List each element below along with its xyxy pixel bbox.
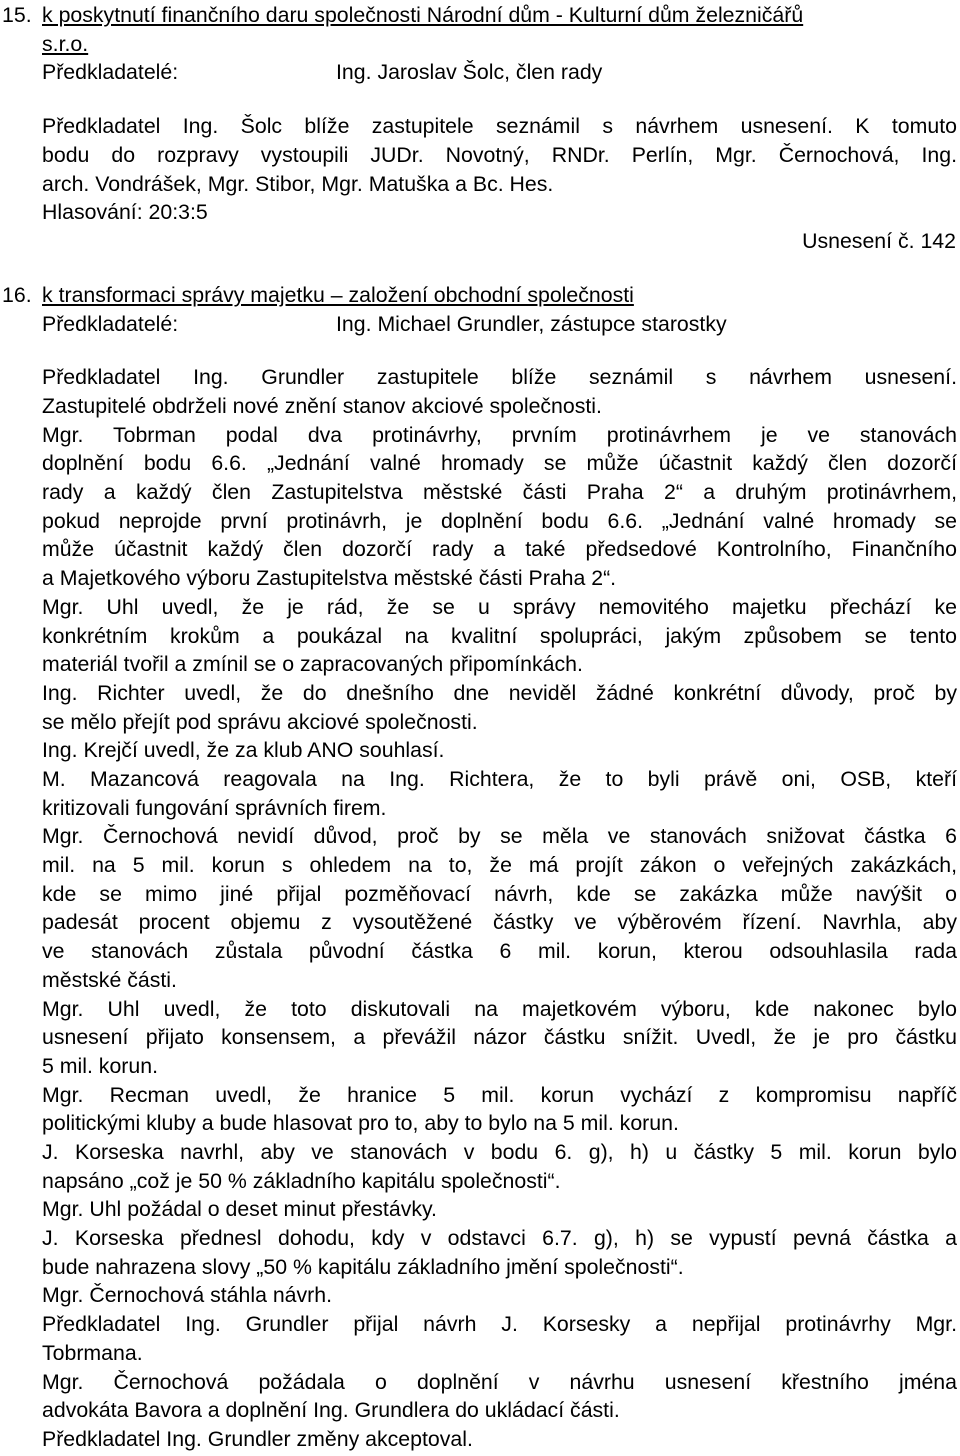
item-15-submitters-label: Předkladatelé: bbox=[42, 60, 179, 84]
item-16-text-line: pokud neprojde první protinávrh, je doplnění bodu 6.6. „Jednání valné hromady se bbox=[42, 509, 957, 533]
item-16-text-line: se mělo přejít pod správu akciové společnosti. bbox=[42, 710, 478, 734]
item-16-text-line: doplnění bodu 6.6. „Jednání valné hromady se může účastnit každý člen dozorčí bbox=[42, 451, 957, 475]
item-15-title-line-1: k poskytnutí finančního daru společnosti Národní dům - Kulturní dům železničářů bbox=[42, 3, 804, 27]
item-16-text-line: Mgr. Černochová stáhla návrh. bbox=[42, 1283, 333, 1307]
item-16-text-line: M. Mazancová reagovala na Ing. Richtera, že to byli právě oni, OSB, kteří bbox=[42, 767, 957, 791]
item-16-text-line: kde se mimo jiné přijal pozměňovací návrh, kde se zakázka může navýšit o bbox=[42, 882, 957, 906]
item-16-text-line: J. Korseska navrhl, aby ve stanovách v bodu 6. g), h) u částky 5 mil. korun bylo bbox=[42, 1140, 957, 1164]
item-16-title: k transformaci správy majetku – založení obchodní společnosti bbox=[42, 283, 634, 307]
item-16-text-line: bude nahrazena slovy „50 % kapitálu základního jmění společnosti“. bbox=[42, 1255, 684, 1279]
item-16-text-line: Mgr. Recman uvedl, že hranice 5 mil. korun vychází z kompromisu napříč bbox=[42, 1083, 957, 1107]
item-16-submitter: Ing. Michael Grundler, zástupce starostky bbox=[336, 312, 727, 336]
item-15-body-line: bodu do rozpravy vystoupili JUDr. Novotný, RNDr. Perlín, Mgr. Černochová, Ing. bbox=[42, 143, 957, 167]
item-16-text-line: kritizovali fungování správních firem. bbox=[42, 796, 387, 820]
item-16-text-line: Předkladatel Ing. Grundler změny akceptoval. bbox=[42, 1427, 473, 1451]
item-16-text-line: padesát procent objemu z vysoutěžené částky ve výběrovém řízení. Navrhla, aby bbox=[42, 910, 957, 934]
item-16-text-line: Zastupitelé obdrželi nové znění stanov akciové společnosti. bbox=[42, 394, 602, 418]
item-16-text-line: J. Korseska přednesl dohodu, kdy v odstavci 6.7. g), h) se vypustí pevná částka a bbox=[42, 1226, 957, 1250]
item-16-number: 16. bbox=[2, 283, 32, 307]
item-16-text-line: Mgr. Černochová požádala o doplnění v návrhu usnesení křestního jména bbox=[42, 1370, 957, 1394]
item-15-number: 15. bbox=[2, 3, 32, 27]
item-16-text-line: Tobrmana. bbox=[42, 1341, 143, 1365]
item-16-text-line: usnesení přijato konsensem, a převážil názor částku snížit. Uvedl, že je pro částku bbox=[42, 1025, 957, 1049]
item-16-text-line: politickými kluby a bude hlasovat pro to, aby to bylo na 5 mil. korun. bbox=[42, 1111, 679, 1135]
item-16-text-line: Mgr. Uhl uvedl, že toto diskutovali na majetkovém výboru, kde nakonec bylo bbox=[42, 997, 957, 1021]
item-16-text-line: Ing. Richter uvedl, že do dnešního dne neviděl žádné konkrétní důvody, proč by bbox=[42, 681, 957, 705]
item-16-submitters-label: Předkladatelé: bbox=[42, 312, 179, 336]
item-16-text-line: napsáno „což je 50 % základního kapitálu společnosti“. bbox=[42, 1169, 561, 1193]
item-16-text-line: advokáta Bavora a doplnění Ing. Grundlera do ukládací části. bbox=[42, 1398, 620, 1422]
item-15-vote: Hlasování: 20:3:5 bbox=[42, 200, 208, 224]
item-16-text-line: Mgr. Uhl požádal o deset minut přestávky. bbox=[42, 1197, 437, 1221]
item-16-text-line: 5 mil. korun. bbox=[42, 1054, 158, 1078]
item-15-submitter: Ing. Jaroslav Šolc, člen rady bbox=[336, 60, 603, 84]
item-16-text-line: a Majetkového výboru Zastupitelstva městské části Praha 2“. bbox=[42, 566, 617, 590]
item-16-text-line: konkrétním krokům a poukázal na kvalitní spolupráci, jakým způsobem se tento bbox=[42, 624, 957, 648]
item-16-text-line: Ing. Krejčí uvedl, že za klub ANO souhlasí. bbox=[42, 738, 445, 762]
item-15-body-line: Předkladatel Ing. Šolc blíže zastupitele seznámil s návrhem usnesení. K tomuto bbox=[42, 114, 957, 138]
item-16-text-line: Předkladatel Ing. Grundler zastupitele blíže seznámil s návrhem usnesení. bbox=[42, 365, 957, 389]
item-16-text-line: Předkladatel Ing. Grundler přijal návrh J. Korsesky a nepřijal protinávrhy Mgr. bbox=[42, 1312, 957, 1336]
item-16-text-line: mil. na 5 mil. korun s ohledem na to, že má projít zákon o veřejných zakázkách, bbox=[42, 853, 957, 877]
item-16-text-line: městské části. bbox=[42, 968, 177, 992]
item-15-title-line-2: s.r.o. bbox=[42, 32, 89, 56]
item-15-resolution: Usnesení č. 142 bbox=[802, 229, 956, 253]
item-16-text-line: může účastnit každý člen dozorčí rady a také předsedové Kontrolního, Finančního bbox=[42, 537, 957, 561]
item-16-text-line: materiál tvořil a zmínil se o zapracovaných připomínkách. bbox=[42, 652, 583, 676]
item-16-text-line: Mgr. Uhl uvedl, že je rád, že se u správy nemovitého majetku přechází ke bbox=[42, 595, 957, 619]
item-16-text-line: Mgr. Černochová nevidí důvod, proč by se měla ve stanovách snižovat částka 6 bbox=[42, 824, 957, 848]
item-15-body-line: arch. Vondrášek, Mgr. Stibor, Mgr. Matuška a Bc. Hes. bbox=[42, 172, 554, 196]
item-16-text-line: ve stanovách zůstala původní částka 6 mil. korun, kterou odsouhlasila rada bbox=[42, 939, 957, 963]
item-16-text-line: Mgr. Tobrman podal dva protinávrhy, prvním protinávrhem je ve stanovách bbox=[42, 423, 957, 447]
item-16-text-line: rady a každý člen Zastupitelstva městské části Praha 2“ a druhým protinávrhem, bbox=[42, 480, 957, 504]
